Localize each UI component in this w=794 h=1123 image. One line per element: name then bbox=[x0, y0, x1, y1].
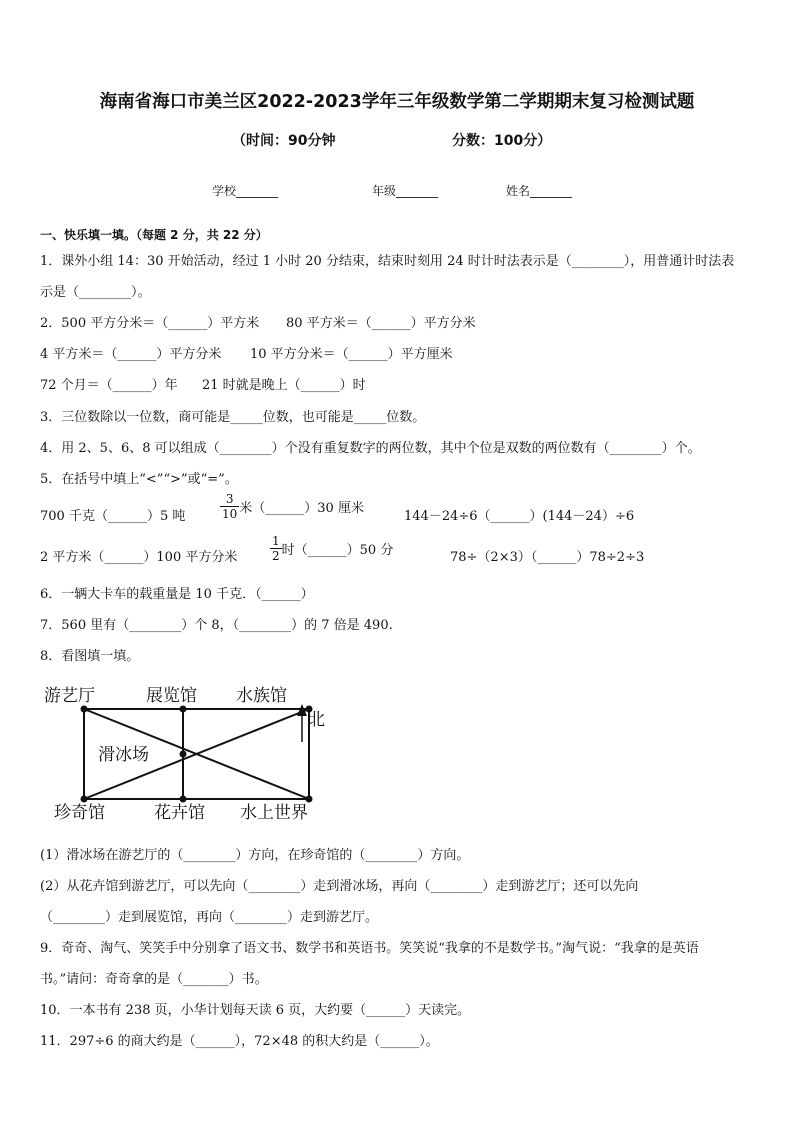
question-5-row2-c: 78÷（2×3）（______）78÷2÷3 bbox=[450, 550, 645, 565]
question-5-row2-b: $\frac{1}{2}$ 时（______）50 分 bbox=[272, 534, 394, 563]
page-title: 海南省海口市美兰区2022-2023学年三年级数学第二学期期末复习检测试题 bbox=[99, 92, 695, 112]
fraction-three-tenths: $\frac{3}{10}$ bbox=[222, 492, 238, 521]
question-8-part-1: (1）滑冰场在游艺厅的（________）方向，在珍奇馆的（________）方向。 bbox=[40, 848, 470, 863]
exam-time: （时间：90分钟 bbox=[232, 133, 336, 149]
map-label-br: 水上世界 bbox=[240, 803, 308, 823]
fraction-one-half: $\frac{1}{2}$ bbox=[272, 534, 280, 563]
question-8-part-2-line-1: (2）从花卉馆到游艺厅，可以先向（________）走到滑冰场，再向（________）走到游艺厅；还可以先向 bbox=[40, 879, 639, 894]
map-label-center: 滑冰场 bbox=[98, 745, 149, 765]
question-6: 6．一辆大卡车的载重量是 10 千克．（______） bbox=[40, 587, 314, 602]
question-9-line-1: 9．奇奇、淘气、笑笑手中分别拿了语文书、数学书和英语书。笑笑说“我拿的不是数学书。”淘气说：“我拿的是英语 bbox=[40, 941, 699, 956]
question-10: 10．一本书有 238 页，小华计划每天读 6 页，大约要（______）天读完。 bbox=[40, 1003, 471, 1018]
question-9-line-2: 书。”请问：奇奇拿的是（_______）书。 bbox=[40, 972, 268, 987]
question-11: 11．297÷6 的商大约是（______），72×48 的积大约是（______）。 bbox=[40, 1034, 439, 1049]
question-5-row1-b: $\frac{3}{10}$ 米（______）30 厘米 bbox=[222, 492, 364, 521]
school-field: 学校_______ bbox=[212, 184, 279, 198]
question-2-d: 10 平方分米＝（______）平方厘米 bbox=[250, 347, 453, 362]
question-3: 3．三位数除以一位数，商可能是_____位数，也可能是_____位数。 bbox=[40, 410, 426, 425]
question-4: 4．用 2、5、6、8 可以组成（________）个没有重复数字的两位数，其中个位是双数的两位数有（________）个。 bbox=[40, 441, 701, 456]
name-field: 姓名_______ bbox=[506, 184, 573, 198]
question-5-stem: 5．在括号中填上“<”“>”或“=”。 bbox=[40, 472, 238, 487]
point-tl bbox=[81, 706, 88, 713]
question-5-row2-a: 2 平方米（______）100 平方分米 bbox=[40, 550, 238, 565]
question-8-part-2-line-2: （________）走到展览馆，再向（________）走到游艺厅。 bbox=[40, 910, 379, 925]
question-2-e: 72 个月＝（______）年 bbox=[40, 378, 178, 393]
grade-field: 年级_______ bbox=[372, 184, 439, 198]
question-5-row1-c: 144－24÷6（______）(144－24）÷6 bbox=[404, 509, 635, 524]
map-label-north: 北 bbox=[308, 710, 325, 730]
question-2-c: 4 平方米＝（______）平方分米 bbox=[40, 347, 222, 362]
question-2-f: 21 时就是晚上（______）时 bbox=[202, 378, 366, 393]
map-label-tm: 展览馆 bbox=[146, 686, 197, 706]
question-2-b: 80 平方米＝（______）平方分米 bbox=[286, 316, 476, 331]
map-label-bm: 花卉馆 bbox=[154, 803, 205, 823]
section-heading: 一、快乐填一填。（每题 2 分，共 22 分） bbox=[40, 228, 268, 242]
map-label-tl: 游艺厅 bbox=[44, 686, 95, 706]
question-1-line-1: 1．课外小组 14：30 开始活动，经过 1 小时 20 分结束，结束时刻用 24 时计时法表示是（________），用普通计时法表 bbox=[40, 254, 735, 269]
map-label-tr: 水族馆 bbox=[236, 686, 287, 706]
question-7: 7．560 里有（________）个 8，（________）的 7 倍是 490. bbox=[40, 618, 393, 633]
question-8-stem: 8．看图填一填。 bbox=[40, 649, 140, 664]
point-center bbox=[180, 751, 187, 758]
question-1-line-2: 示是（________）。 bbox=[40, 285, 151, 300]
exam-score: 分数：100分） bbox=[452, 133, 552, 149]
map-label-bl: 珍奇馆 bbox=[54, 803, 105, 823]
question-2-a: 2．500 平方分米＝（______）平方米 bbox=[40, 316, 260, 331]
point-tm bbox=[180, 706, 187, 713]
question-5-row1-a: 700 千克（______）5 吨 bbox=[40, 509, 186, 524]
